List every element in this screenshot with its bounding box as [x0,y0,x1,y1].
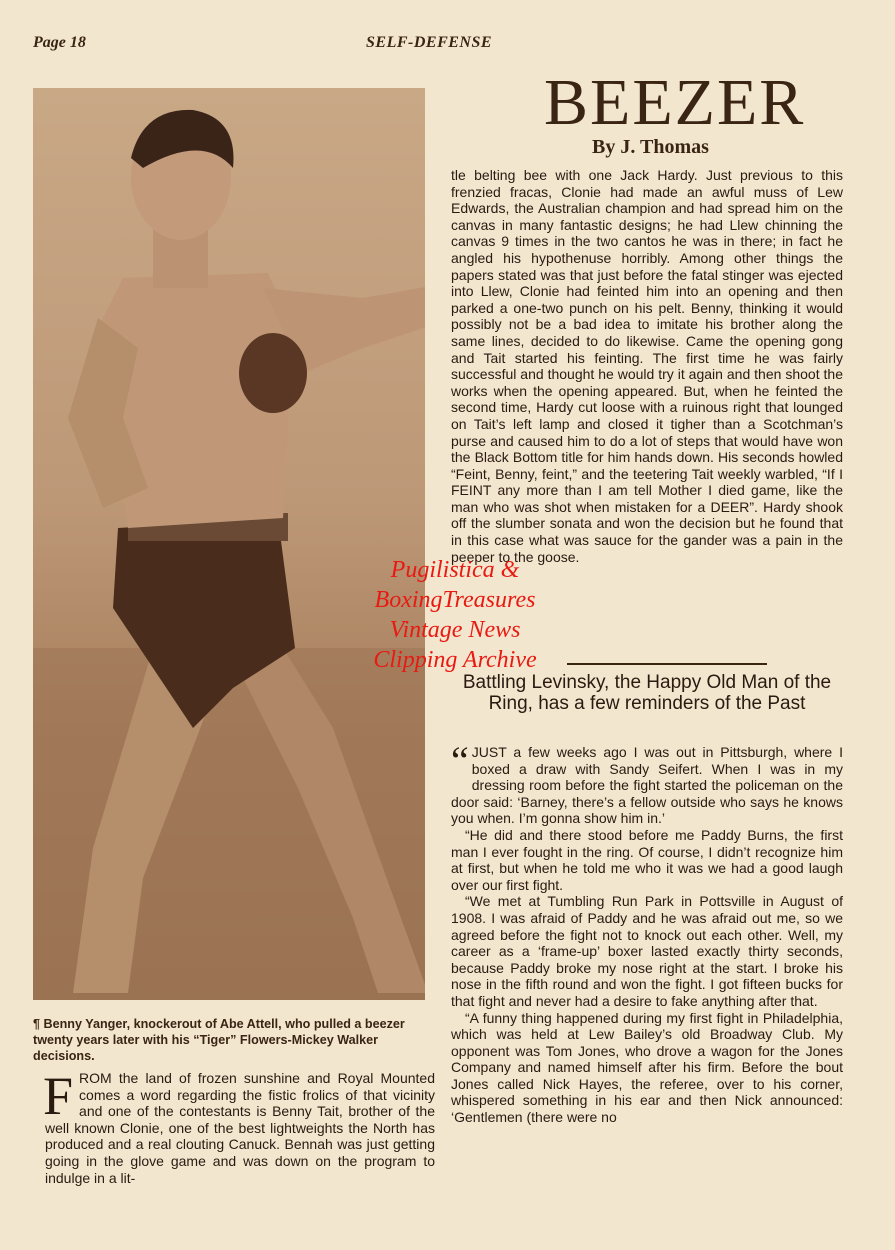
watermark-line: Clipping Archive [373,647,537,673]
article-lead-text: ROM the land of frozen sunshine and Royal Mounted comes a word regarding the fistic frolics of that vicinity and one of the contestants is Benny Tait, brother of the well known Clonie, one of the best lightweights the North has produced and a real clouting Canuck. Bennah was just getting going in the glove game and was down on the program to indulge in a lit- [45,1070,435,1186]
article-byline: By J. Thomas [592,136,709,158]
magazine-title: SELF-DEFENSE [366,34,493,51]
watermark-line: Vintage News [389,617,521,643]
watermark-line: Pugilistica & [390,557,520,583]
article-title: BEEZER [544,66,806,139]
sidebar-column [451,738,843,1126]
page-number: Page 18 [33,34,86,51]
boxer-figure-illustration [33,88,425,1000]
page-header [33,34,873,58]
photo-caption: ¶ Benny Yanger, knockerout of Abe Attell, who pulled a beezer twenty years later with his “Tiger” Flowers-Mickey Walker decisions. [33,1017,405,1063]
sidebar-paragraph-text: JUST a few weeks ago I was out in Pittsburgh, where I boxed a draw with Sandy Seifert. When I was in my dressing room before the fight started the policeman on the door said: ‘Barney, there’s a fellow outside who says he knows you when. I’m gonna show him in.’ [451,744,843,827]
watermark-overlay [335,555,575,675]
sidebar-paragraph: “He did and there stood before me Paddy Burns, the first man I ever fought in the ring. Of course, I didn’t recognize him at first, but when he told me who it was we had a good laugh over our first fight. [451,826,843,893]
article-continued-column [451,167,843,565]
sidebar-paragraph [451,738,843,827]
opening-quote-mark: “ [451,738,469,783]
drop-cap: F [43,1066,74,1126]
article-lead [43,1066,435,1186]
section-divider [567,663,767,665]
sidebar-headline: Battling Levinsky, the Happy Old Man of the Ring, has a few reminders of the Past [462,672,832,714]
article-continued-text: tle belting bee with one Jack Hardy. Just previous to this frenzied fracas, Clonie had made an awful muss of Lew Edwards, the Australian champion and had spread him on the canvas in many fantastic designs; he had Llew chinning the canvas 9 times in the two cantos he was in there; in fact he angled his hypothenuse horribly. Among other things the papers stated was that just before the fatal stinger was ejected into Llew, Clonie had feinted him into an opening and then parked a one-two punch on his pelt. Benny, thinking it would possibly not be a bad idea to imitate his brother along the same lines, decided to do likewise. Came the opening gong and Tait started his feinting. The first time he was fairly successful and thought he would try it again and then shoot the works when the opening appeared. But, when he feinted the second time, Hardy cut loose with a ruinous right that lounged on Tait’s left lamp and closed it tigher than a Scotchman’s purse and caused him to do a lot of steps that would have won the Black Bottom title for him hands down. His seconds howled “Feint, Benny, feint,” and the teetering Tait weekly warbled, “If I FEINT any more than I am tell Mother I died game, like the man who was shot when mistaken for a DEER”. Hardy shook off the slumber sonata and won the decision but he found that in this case what was sauce for the gander was a pain in the peeper to the goose. [451,167,843,565]
boxer-photo [33,88,425,1000]
watermark-line: BoxingTreasures [374,587,536,613]
sidebar-paragraph: “A funny thing happened during my first fight in Philadelphia, which was held at Lew Bailey’s old Broadway Club. My opponent was Tom Jones, who drove a wagon for the Jones Company and named himself after his firm. Before the bout Jones called Nick Hayes, the referee, over to his corner, whispered something in his ear and then Nick announced: ‘Gentlemen (there were no [451,1009,843,1126]
sidebar-paragraph: “We met at Tumbling Run Park in Pottsville in August of 1908. I was afraid of Paddy and he was afraid out me, so we agreed before the fight not to knock out each other. Well, my career as a ‘frame-up’ boxer lasted exactly thirty seconds, because Paddy broke my nose right at the start. I broke his nose in the fifth round and won the fight. I got fifteen bucks for that fight and never had a desire to fake anything after that. [451,893,843,1009]
